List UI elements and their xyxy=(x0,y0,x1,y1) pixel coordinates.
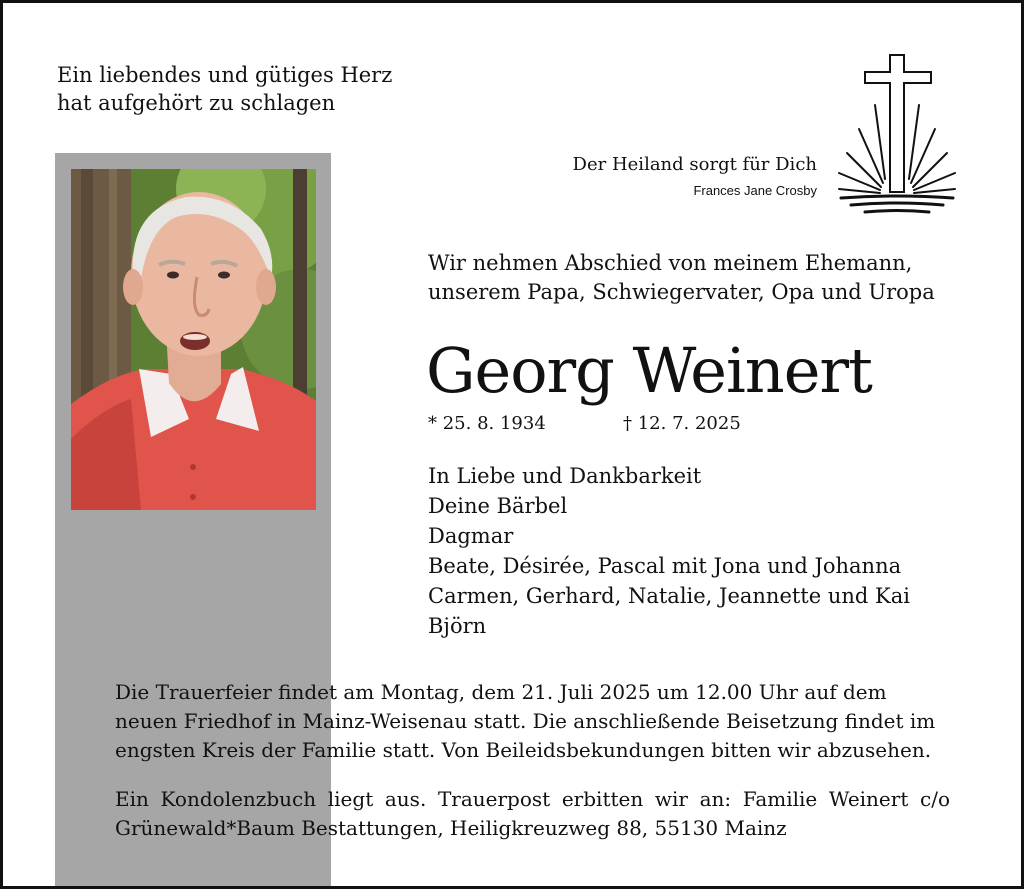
signoff-line: Carmen, Gerhard, Natalie, Jeannette und Kai xyxy=(428,584,910,608)
farewell-line-1: Wir nehmen Abschied von meinem Ehemann, xyxy=(428,251,913,275)
signoff-line: In Liebe und Dankbarkeit xyxy=(428,464,702,488)
signoff-line: Björn xyxy=(428,614,487,638)
motto-text: Der Heiland sorgt für Dich xyxy=(572,154,817,175)
headline xyxy=(57,61,392,117)
death-date: † 12. 7. 2025 xyxy=(623,413,741,434)
signoff-line: Beate, Désirée, Pascal mit Jona und Johanna xyxy=(428,554,902,578)
birth-date: * 25. 8. 1934 xyxy=(428,413,546,434)
motto-author: Frances Jane Crosby xyxy=(693,183,817,198)
deceased-name: Georg Weinert xyxy=(426,334,872,407)
portrait-photo xyxy=(71,169,316,510)
headline-line-1: Ein liebendes und gütiges Herz xyxy=(57,63,393,87)
farewell-text xyxy=(428,249,935,307)
cross-with-rays-icon xyxy=(835,51,960,225)
ceremony-notice: Die Trauerfeier findet am Montag, dem 21. Juli 2025 um 12.00 Uhr auf dem neuen Friedhof in Mainz-Weisenau statt. Die anschließende Beisetzung findet im engsten Kreis der Familie statt. Von Beileidsbekundungen bitten wir abzusehen. xyxy=(115,680,936,762)
signoff-line: Dagmar xyxy=(428,524,514,548)
headline-line-2: hat aufgehört zu schlagen xyxy=(57,91,336,115)
signoff-line: Deine Bärbel xyxy=(428,494,568,518)
farewell-line-2: unserem Papa, Schwiegervater, Opa und Uropa xyxy=(428,280,935,304)
condolence-notice: Ein Kondolenzbuch liegt aus. Trauerpost erbitten wir an: Familie Weinert c/o Grünewald*Baum Bestattungen, Heiligkreuzweg 88, 55130 Mainz xyxy=(115,787,950,840)
motto xyxy=(523,152,817,201)
life-dates xyxy=(428,411,741,437)
signoff xyxy=(428,461,910,641)
